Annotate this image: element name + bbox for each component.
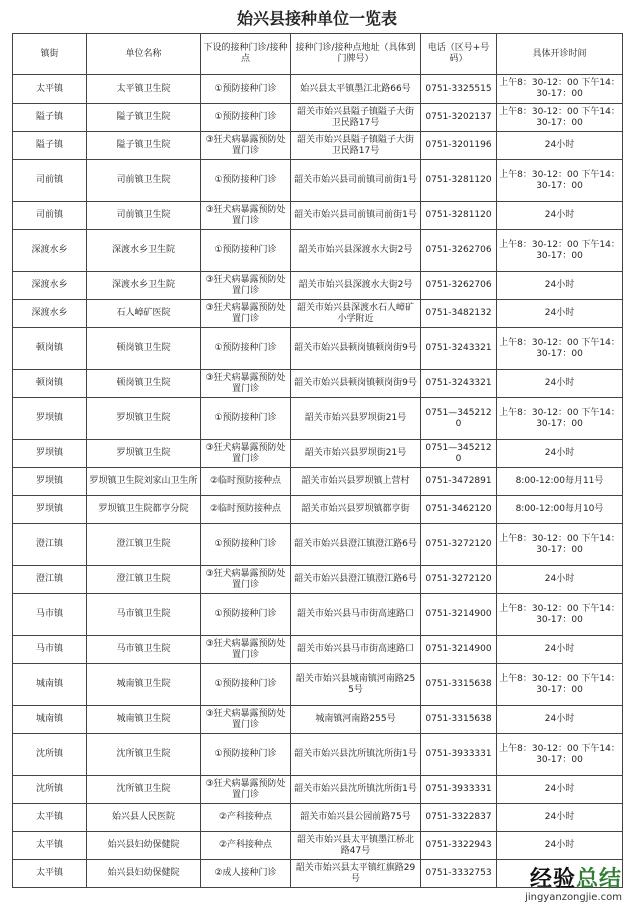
table-cell: ③狂犬病暴露预防处置门诊 — [201, 636, 291, 664]
table-cell: 顿岗镇卫生院 — [87, 328, 201, 370]
table-cell: 上午8：30-12：00 下午14：30-17：00 — [497, 230, 623, 272]
table-cell: ①预防接种门诊 — [201, 75, 291, 104]
table-cell: 罗坝镇卫生院 — [87, 440, 201, 468]
table-cell: 韶关市始兴县罗坝镇都亨街 — [291, 496, 421, 524]
table-cell: ①预防接种门诊 — [201, 594, 291, 636]
table-cell: 上午8：30-12：00 下午14：30-17：00 — [497, 160, 623, 202]
table-cell: 0751-3243321 — [421, 370, 497, 398]
table-cell: 韶关市始兴县深渡水石人嶂矿小学附近 — [291, 300, 421, 328]
table-cell: 24小时 — [497, 706, 623, 734]
table-cell: 城南镇 — [13, 706, 87, 734]
column-header: 电话（区号+号码） — [421, 34, 497, 75]
table-cell: 韶关市始兴县澄江镇澄江路6号 — [291, 524, 421, 566]
table-cell: 0751-3322837 — [421, 804, 497, 832]
table-row — [13, 300, 623, 328]
table-cell: 0751-3482132 — [421, 300, 497, 328]
column-header: 镇街 — [13, 34, 87, 75]
table-row — [13, 440, 623, 468]
table-cell: ③狂犬病暴露预防处置门诊 — [201, 300, 291, 328]
table-cell: 始兴县妇幼保健院 — [87, 832, 201, 860]
table-cell: 城南镇 — [13, 664, 87, 706]
table-cell: 始兴县太平镇墨江北路66号 — [291, 75, 421, 104]
table-cell: 深渡水乡卫生院 — [87, 230, 201, 272]
table-cell: 0751-3243321 — [421, 328, 497, 370]
table-cell: 澄江镇卫生院 — [87, 524, 201, 566]
table-cell: 0751-3281120 — [421, 202, 497, 230]
table-cell: 韶关市始兴县顿岗镇顿岗街9号 — [291, 328, 421, 370]
table-cell: 罗坝镇 — [13, 496, 87, 524]
table-cell: 上午8：30-12：00 下午14：30-17：00 — [497, 594, 623, 636]
table-cell: 韶关市始兴县罗坝街21号 — [291, 440, 421, 468]
table-cell: 澄江镇 — [13, 566, 87, 594]
column-header: 下设的接种门诊/接种点 — [201, 34, 291, 75]
table-cell: 韶关市始兴县马市街高速路口 — [291, 636, 421, 664]
table-cell: 始兴县人民医院 — [87, 804, 201, 832]
table-cell: 始兴县妇幼保健院 — [87, 860, 201, 888]
table-cell: 太平镇 — [13, 832, 87, 860]
table-cell: 司前镇 — [13, 202, 87, 230]
table-cell: 24小时 — [497, 132, 623, 160]
table-cell: 24小时 — [497, 370, 623, 398]
table-cell: 沈所镇卫生院 — [87, 734, 201, 776]
table-cell: 隘子镇卫生院 — [87, 132, 201, 160]
table-cell: 城南镇卫生院 — [87, 664, 201, 706]
table-cell: 马市镇卫生院 — [87, 636, 201, 664]
table-cell: 0751-3262706 — [421, 230, 497, 272]
vaccination-units-table — [12, 33, 623, 888]
table-cell: 8:00-12:00每月11号 — [497, 468, 623, 496]
table-cell: 0751-3315638 — [421, 706, 497, 734]
table-cell: 马市镇卫生院 — [87, 594, 201, 636]
table-cell: 24小时 — [497, 804, 623, 832]
table-cell: 韶关市始兴县太平镇墨江桥北路47号 — [291, 832, 421, 860]
table-cell: ③狂犬病暴露预防处置门诊 — [201, 132, 291, 160]
table-cell: 太平镇 — [13, 860, 87, 888]
table-row — [13, 468, 623, 496]
table-cell: 0751-3933331 — [421, 776, 497, 804]
table-cell: ③狂犬病暴露预防处置门诊 — [201, 370, 291, 398]
table-row — [13, 104, 623, 132]
table-cell: 0751-3462120 — [421, 496, 497, 524]
table-row — [13, 832, 623, 860]
table-cell: 24小时 — [497, 566, 623, 594]
table-row — [13, 272, 623, 300]
table-row — [13, 566, 623, 594]
watermark-logo: 经验总结 — [529, 867, 622, 892]
table-row — [13, 524, 623, 566]
table-cell: 24小时 — [497, 636, 623, 664]
table-cell: 上午8：30-12：00 下午14：30-17：00 — [497, 75, 623, 104]
table-cell: 罗坝镇卫生院都亨分院 — [87, 496, 201, 524]
table-cell: 上午8：30-12：00 下午14：30-17：00 — [497, 398, 623, 440]
table-cell: ②成人接种门诊 — [201, 860, 291, 888]
table-row — [13, 328, 623, 370]
table-cell: ②临时预防接种点 — [201, 468, 291, 496]
table-cell: 0751-3472891 — [421, 468, 497, 496]
table-cell: ①预防接种门诊 — [201, 664, 291, 706]
table-row — [13, 398, 623, 440]
table-cell: 0751-3322943 — [421, 832, 497, 860]
table-cell: ①预防接种门诊 — [201, 524, 291, 566]
table-cell: 韶关市始兴县沈所镇沈所街1号 — [291, 734, 421, 776]
table-cell: 罗坝镇 — [13, 440, 87, 468]
table-row — [13, 496, 623, 524]
table-cell: 24小时 — [497, 776, 623, 804]
table-cell: 韶关市始兴县公园前路75号 — [291, 804, 421, 832]
column-header: 单位名称 — [87, 34, 201, 75]
table-cell: ①预防接种门诊 — [201, 104, 291, 132]
table-cell: 司前镇 — [13, 160, 87, 202]
table-row — [13, 636, 623, 664]
table-cell: 隘子镇 — [13, 104, 87, 132]
table-cell: 沈所镇卫生院 — [87, 776, 201, 804]
table-cell: 上午8：30-12：00 下午14：30-17：00 — [497, 524, 623, 566]
table-cell: ①预防接种门诊 — [201, 160, 291, 202]
table-cell: 0751-3201196 — [421, 132, 497, 160]
table-cell: 隘子镇卫生院 — [87, 104, 201, 132]
table-cell: 韶关市始兴县马市街高速路口 — [291, 594, 421, 636]
table-cell: 司前镇卫生院 — [87, 160, 201, 202]
table-cell: ①预防接种门诊 — [201, 734, 291, 776]
table-cell: 0751—3452120 — [421, 440, 497, 468]
table-row — [13, 804, 623, 832]
table-cell: 城南镇卫生院 — [87, 706, 201, 734]
table-cell: 韶关市始兴县罗坝镇上营村 — [291, 468, 421, 496]
table-cell: 韶关市始兴县沈所镇沈所街1号 — [291, 776, 421, 804]
table-cell: 马市镇 — [13, 594, 87, 636]
table-row — [13, 734, 623, 776]
table-cell: 0751—3452120 — [421, 398, 497, 440]
table-cell: ③狂犬病暴露预防处置门诊 — [201, 776, 291, 804]
table-cell: 太平镇 — [13, 804, 87, 832]
table-cell: 韶关市始兴县司前镇司前街1号 — [291, 160, 421, 202]
table-cell: 上午8：30-12：00 下午14：30-17：00 — [497, 664, 623, 706]
table-cell: 上午8：30-12：00 下午14：30-17：00 — [497, 104, 623, 132]
table-cell: 0751-3214900 — [421, 636, 497, 664]
table-cell: 深渡水乡 — [13, 230, 87, 272]
table-cell: ③狂犬病暴露预防处置门诊 — [201, 706, 291, 734]
table-row — [13, 776, 623, 804]
column-header: 具体开诊时间 — [497, 34, 623, 75]
table-cell: 韶关市始兴县澄江镇澄江路6号 — [291, 566, 421, 594]
table-cell: 马市镇 — [13, 636, 87, 664]
table-cell: 韶关市始兴县太平镇红旗路29号 — [291, 860, 421, 888]
table-cell: 罗坝镇 — [13, 468, 87, 496]
table-cell: 韶关市始兴县顿岗镇顿岗街9号 — [291, 370, 421, 398]
table-cell: 顿岗镇 — [13, 370, 87, 398]
table-cell: ③狂犬病暴露预防处置门诊 — [201, 440, 291, 468]
page-title: 始兴县接种单位一览表 — [236, 9, 397, 28]
table-cell: 24小时 — [497, 832, 623, 860]
table-cell: 0751-3933331 — [421, 734, 497, 776]
table-row — [13, 230, 623, 272]
table-cell: 0751-3262706 — [421, 272, 497, 300]
table-cell: 澄江镇 — [13, 524, 87, 566]
table-row — [13, 706, 623, 734]
watermark-url: jingyanzongjie.com — [525, 892, 622, 903]
table-row — [13, 594, 623, 636]
table-cell: ③狂犬病暴露预防处置门诊 — [201, 202, 291, 230]
table-cell: 24小时 — [497, 272, 623, 300]
table-cell: 隘子镇 — [13, 132, 87, 160]
table-cell: 0751-3272120 — [421, 524, 497, 566]
table-row — [13, 370, 623, 398]
table-cell: ①预防接种门诊 — [201, 398, 291, 440]
column-header: 接种门诊/接种点地址（具体到门牌号） — [291, 34, 421, 75]
table-cell: 深渡水乡卫生院 — [87, 272, 201, 300]
table-cell: 24小时 — [497, 202, 623, 230]
table-cell: 沈所镇 — [13, 776, 87, 804]
table-cell: ③狂犬病暴露预防处置门诊 — [201, 566, 291, 594]
table-cell: ②产科接种点 — [201, 832, 291, 860]
table-cell: ②产科接种点 — [201, 804, 291, 832]
table-cell: 韶关市始兴县罗坝街21号 — [291, 398, 421, 440]
table-cell: 0751-3281120 — [421, 160, 497, 202]
table-cell: 司前镇卫生院 — [87, 202, 201, 230]
table-cell: 韶关市始兴县隘子镇隘子大街卫民路17号 — [291, 104, 421, 132]
table-row — [13, 202, 623, 230]
table-cell: 深渡水乡 — [13, 272, 87, 300]
table-cell: 0751-3272120 — [421, 566, 497, 594]
table-cell: 8:00-12:00每月10号 — [497, 496, 623, 524]
table-cell: 0751-3332753 — [421, 860, 497, 888]
table-cell: ①预防接种门诊 — [201, 328, 291, 370]
table-row — [13, 132, 623, 160]
table-row — [13, 75, 623, 104]
table-cell: 澄江镇卫生院 — [87, 566, 201, 594]
table-cell: 顿岗镇卫生院 — [87, 370, 201, 398]
table-cell: ②临时预防接种点 — [201, 496, 291, 524]
table-cell: 24小时 — [497, 300, 623, 328]
table-cell: 石人嶂矿医院 — [87, 300, 201, 328]
table-cell: 上午8：30-12：00 下午14：30-17：00 — [497, 328, 623, 370]
table-cell: 0751-3325515 — [421, 75, 497, 104]
table-row — [13, 160, 623, 202]
table-cell: ①预防接种门诊 — [201, 230, 291, 272]
table-cell: 0751-3202137 — [421, 104, 497, 132]
table-cell: 韶关市始兴县城南镇河南路255号 — [291, 664, 421, 706]
table-cell: 24小时 — [497, 440, 623, 468]
site-watermark — [492, 868, 622, 904]
table-cell: 韶关市始兴县司前镇司前街1号 — [291, 202, 421, 230]
table-cell: 韶关市始兴县隘子镇隘子大街卫民路17号 — [291, 132, 421, 160]
table-cell: 罗坝镇 — [13, 398, 87, 440]
table-cell: 城南镇河南路255号 — [291, 706, 421, 734]
table-cell: 顿岗镇 — [13, 328, 87, 370]
table-cell: 韶关市始兴县深渡水大街2号 — [291, 272, 421, 300]
table-row — [13, 664, 623, 706]
table-cell: 0751-3315638 — [421, 664, 497, 706]
table-cell: 太平镇 — [13, 75, 87, 104]
table-cell: 罗坝镇卫生院 — [87, 398, 201, 440]
table-cell: 0751-3214900 — [421, 594, 497, 636]
table-cell: 沈所镇 — [13, 734, 87, 776]
table-header-row — [13, 34, 623, 75]
table-cell: 上午8：30-12：00 下午14：30-17：00 — [497, 734, 623, 776]
table-cell: 太平镇卫生院 — [87, 75, 201, 104]
table-cell: 韶关市始兴县深渡水大街2号 — [291, 230, 421, 272]
table-cell: 深渡水乡 — [13, 300, 87, 328]
table-cell: 罗坝镇卫生院刘家山卫生所 — [87, 468, 201, 496]
table-cell: ③狂犬病暴露预防处置门诊 — [201, 272, 291, 300]
